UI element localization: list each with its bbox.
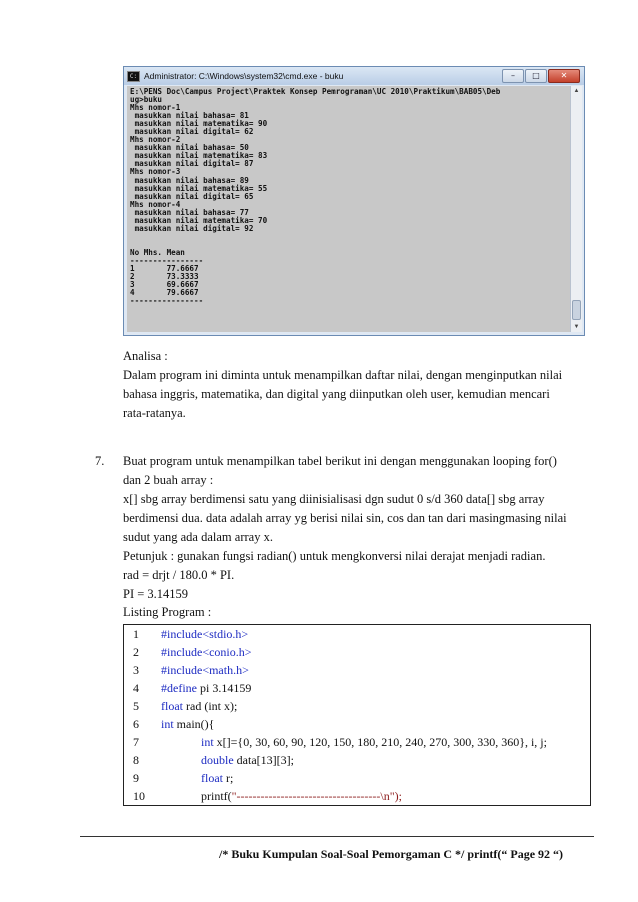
line-number: 1 <box>133 627 139 641</box>
code-text: rad (int x); <box>183 699 238 713</box>
question-line: dan 2 buah array : <box>123 473 214 487</box>
question-number: 7. <box>95 454 105 468</box>
line-number: 5 <box>133 699 139 713</box>
code-line <box>124 661 590 679</box>
code-line <box>124 679 590 697</box>
line-number: 8 <box>133 753 139 767</box>
code-text: x[]={0, 30, 60, 90, 120, 150, 180, 210, 240, 270, 300, 330, 360}, i, j; <box>213 735 547 749</box>
code-text: <conio.h> <box>202 645 252 659</box>
listing-label: Listing Program : <box>123 605 212 619</box>
code-text: pi 3.14159 <box>196 681 252 695</box>
terminal-icon: C: <box>127 71 140 82</box>
line-number: 4 <box>133 681 139 695</box>
console-scrollbar[interactable] <box>570 86 582 332</box>
console-output-area <box>127 86 570 332</box>
analysis-section <box>123 347 593 423</box>
code-text: r; <box>223 771 234 785</box>
console-output: E:\PENS Doc\Campus Project\Praktek Konsep Pemrograman\UC 2010\Praktikum\BAB05\Deb ug>buku Mhs nomor-1 masukkan nilai bahasa= 81 masukkan nilai matematika= 90 masukkan nilai digital= 62 Mhs nomor-2 masukkan nilai bahasa= 50 masukkan nilai matematika= 83 masukkan nilai digital= 87 Mhs nomor-3 masukkan nilai bahasa= 89 masukkan nilai matematika= 55 masukkan nilai digital= 65 Mhs nomor-4 masukkan nilai bahasa= 77 masukkan nilai matematika= 70 masukkan nilai digital= 92 No Mhs. Mean ---------------- 1 77.6667 2 73.3333 3 69.6667 4 79.6667 ---------------- <box>130 87 501 306</box>
console-window <box>123 66 585 336</box>
analysis-line: rata-ratanya. <box>123 406 186 420</box>
code-keyword: double <box>201 753 234 767</box>
code-line <box>124 733 590 751</box>
code-line <box>124 715 590 733</box>
scroll-up-icon[interactable]: ▲ <box>573 88 580 94</box>
code-keyword: printf( <box>201 789 232 803</box>
code-text: <stdio.h> <box>202 627 249 641</box>
question-line: PI = 3.14159 <box>123 587 189 601</box>
code-listing <box>123 624 591 806</box>
question-line: rad = drjt / 180.0 * PI. <box>123 568 235 582</box>
line-number: 10 <box>133 789 145 803</box>
code-keyword: #include <box>161 645 203 659</box>
minimize-icon[interactable]: – <box>502 69 524 83</box>
code-line <box>124 697 590 715</box>
code-text: "------------------------------------\n"); <box>231 789 402 803</box>
code-keyword: int <box>201 735 214 749</box>
code-line <box>124 643 590 661</box>
code-line <box>124 769 590 787</box>
line-number: 6 <box>133 717 139 731</box>
code-keyword: float <box>201 771 223 785</box>
code-keyword: float <box>161 699 183 713</box>
console-title: Administrator: C:\Windows\system32\cmd.exe - buku <box>144 71 344 81</box>
analysis-line: Dalam program ini diminta untuk menampilkan daftar nilai, dengan menginputkan nilai <box>123 368 563 382</box>
maximize-icon[interactable]: □ <box>525 69 547 83</box>
footer-divider <box>80 836 594 837</box>
analysis-heading: Analisa : <box>123 349 168 363</box>
scroll-down-icon[interactable]: ▼ <box>573 324 580 330</box>
page-footer: /* Buku Kumpulan Soal-Soal Pemorgaman C */ printf(“ Page 92 “) <box>219 847 564 861</box>
code-line <box>124 625 590 643</box>
code-keyword: #include <box>161 627 203 641</box>
question-line: x[] sbg array berdimensi satu yang diinisialisasi dgn sudut 0 s/d 360 data[] sbg array <box>123 492 545 506</box>
question-text <box>123 452 593 604</box>
code-text: main(){ <box>173 717 215 731</box>
question-line: Petunjuk : gunakan fungsi radian() untuk mengkonversi nilai derajat menjadi radian. <box>123 549 546 563</box>
code-line <box>124 787 590 805</box>
code-text: data[13][3]; <box>233 753 294 767</box>
code-keyword: #include <box>161 663 203 677</box>
line-number: 9 <box>133 771 139 785</box>
code-line <box>124 751 590 769</box>
code-text: <math.h> <box>202 663 249 677</box>
scroll-thumb[interactable] <box>572 300 581 320</box>
code-keyword: #define <box>161 681 197 695</box>
close-icon[interactable]: ✕ <box>548 69 580 83</box>
question-line: berdimensi dua. data adalah array yg berisi nilai sin, cos dan tan dari masingmasing nilai <box>123 511 567 525</box>
window-controls <box>502 69 580 83</box>
line-number: 3 <box>133 663 139 677</box>
question-line: sudut yang ada dalam array x. <box>123 530 273 544</box>
line-number: 2 <box>133 645 139 659</box>
question-line: Buat program untuk menampilkan tabel berikut ini dengan menggunakan looping for() <box>123 454 557 468</box>
code-keyword: int <box>161 717 174 731</box>
line-number: 7 <box>133 735 139 749</box>
analysis-line: bahasa inggris, matematika, dan digital yang diinputkan oleh user, kemudian mencari <box>123 387 550 401</box>
